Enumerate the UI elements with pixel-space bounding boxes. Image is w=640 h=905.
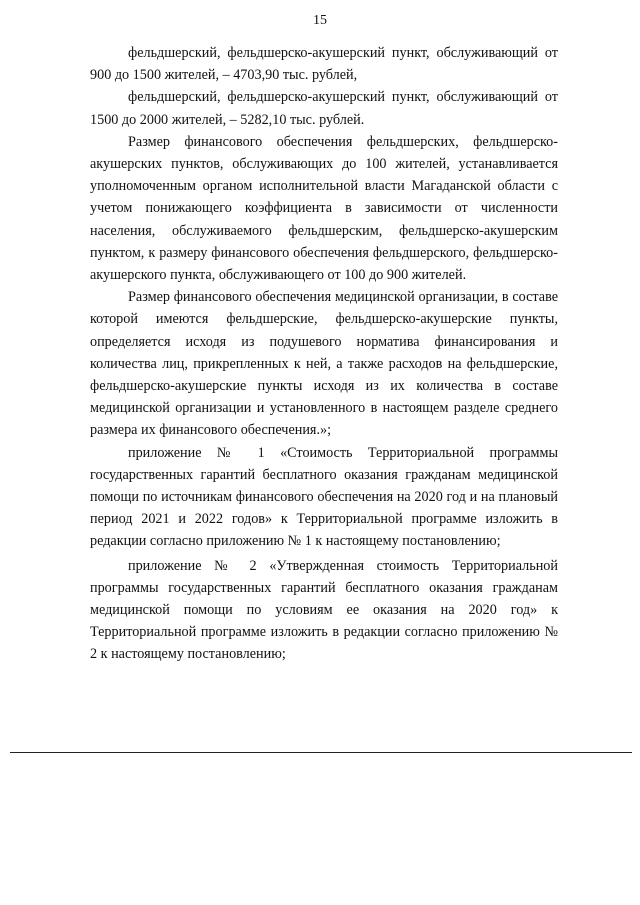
paragraph-appendix-2: приложение № 2 «Утвержденная стоимость Территориальной программы государственных гарантий бесплатного оказания гражданам медицинской помощи по условиям ее оказания на 2020 год» к Территориальной программе изложить в редакции согласно приложению № 2 к настоящему постановлению; [90,557,558,663]
document-body [90,42,558,666]
paragraph-feldsher-1500-2000: фельдшерский, фельдшерско-акушерский пункт, обслуживающий от 1500 до 2000 жителей, – 5282,10 тыс. рублей. [90,89,558,128]
paragraph-appendix-1: приложение № 1 «Стоимость Территориальной программы государственных гарантий бесплатного оказания гражданам медицинской помощи по источникам финансового обеспечения на 2020 год и на плановый период 2021 и 2022 годов» к Территориальной программе изложить в редакции согласно приложению № 1 к настоящему постановлению; [90,444,558,550]
paragraph-feldsher-900-1500: фельдшерский, фельдшерско-акушерский пункт, обслуживающий от 900 до 1500 жителей, – 4703,90 тыс. рублей, [90,45,558,84]
footer-divider [10,752,632,753]
page-number: 15 [313,13,327,28]
paragraph-medical-organization: Размер финансового обеспечения медицинской организации, в составе которой имеются фельдшерские, фельдшерско-акушерские пункты, определяется исходя из подушевого норматива финансирования и количества лиц, прикрепленных к ней, а также расходов на фельдшерские, фельдшерско-акушерские пункты исходя из их количества в составе медицинской организации и установленного в настоящем разделе среднего размера их финансового обеспечения.»; [90,289,558,439]
paragraph-feldsher-under-100: Размер финансового обеспечения фельдшерских, фельдшерско-акушерских пунктов, обслуживающих до 100 жителей, устанавливается уполномоченным органом исполнительной власти Магаданской области с учетом понижающего коэффициента в зависимости от численности населения, обслуживаемого фельдшерским, фельдшерско-акушерским пунктом, к размеру финансового обеспечения фельдшерского, фельдшерско-акушерского пункта, обслуживающего от 100 до 900 жителей. [90,133,558,284]
